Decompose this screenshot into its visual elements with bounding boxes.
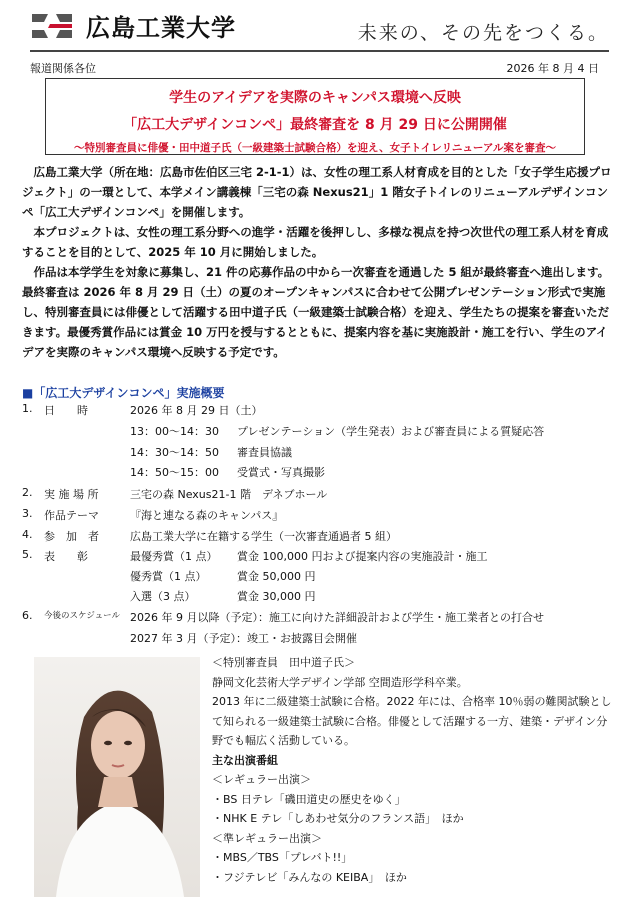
title-box [45,78,585,155]
subheadline: ～特別審査員に俳優・田中道子氏（一級建築士試験合格）を迎え、女子トイレリニューアル案を審査～ [74,142,556,154]
award-prize: 賞金 100,000 円および提案内容の実施設計・施工 [237,550,488,563]
schedule-time: 13：00～14：30 [130,425,219,438]
header-divider [30,50,609,52]
recipient: 報道関係各位 [30,62,96,75]
regular-show: ・NHK E テレ「しあわせ気分のフランス語」 ほか [212,812,464,825]
item-value: 三宅の森 Nexus21-1 階 デネブホール [130,488,328,501]
schedule-time: 14：50～15：00 [130,466,219,479]
shows-title: 主な出演番組 [212,753,278,767]
regular-title: ＜レギュラー出演＞ [212,773,311,786]
semi-regular-show: ・フジテレビ「みんなの KEIBA」 ほか [212,870,407,884]
paragraph-3: 作品は本学学生を対象に募集し、21 件の応募作品の中から一次審査を通過した 5 組が最終審査へ進出します。最終審査は 2026 年 8 月 29 日（土）の夏のオープンキャンパスに合わせて公開プレゼンテーション形式で実施し、特別審査員には俳優として活躍する田中道子氏（一級建築士試験合格）を迎え、学生たちの提案を審査いただきます。最優秀賞作品には賞金 10 万円を授与するとともに、提案内容を基に実施設計・施工を行い、学生のアイデアを実際のキャンパス環境へ反映する予定です。 [22,265,610,359]
headline-1: 学生のアイデアを実際のキャンパス環境へ反映 [169,90,461,106]
award-name: 最優秀賞（1 点） [130,550,218,563]
award-prize: 賞金 50,000 円 [237,570,316,583]
page-header [0,0,631,58]
tagline: 未来の、その先をつくる。 [357,22,609,44]
item-label: 実 施 場 所 [44,488,99,501]
item-label: 参 加 者 [44,530,99,543]
body-text [22,162,612,362]
future-schedule-1: 2026 年 9 月以降（予定）：施工に向けた詳細設計および学生・施工業者との打合せ [130,611,544,624]
overview-section-title: ■「広工大デザインコンペ」実施概要 [22,386,225,400]
university-name: 広島工業大学 [86,13,236,42]
item-number: 1. [22,402,33,415]
judge-affiliation: 静岡文化芸術大学デザイン学部 空間造形学科卒業。 [212,675,468,689]
item-number: 3. [22,507,33,520]
item-value: 2026 年 8 月 29 日（土） [130,404,263,417]
judge-heading: ＜特別審査員 田中道子氏＞ [212,656,355,669]
item-value: 『海と連なる森のキャンパス』 [130,509,284,522]
headline-2: 「広工大デザインコンペ」最終審査を 8 月 29 日に公開開催 [123,117,507,133]
item-label: 今後のスケジュール [44,611,120,621]
schedule-time: 14：30～14：50 [130,446,219,459]
item-number: 4. [22,528,33,541]
judge-profile [212,653,612,887]
schedule-desc: 審査員協議 [237,446,292,459]
item-number: 5. [22,548,33,561]
judge-portrait-photo [34,657,200,897]
item-number: 6. [22,609,33,622]
award-name: 入選（3 点） [130,590,196,603]
item-label: 日 時 [44,404,88,417]
semi-regular-title: ＜準レギュラー出演＞ [212,831,322,845]
semi-regular-show: ・MBS／TBS「プレバト!!」 [212,851,353,864]
release-date: 2026 年 8 月 4 日 [506,62,599,75]
item-label: 作品テーマ [44,509,99,522]
paragraph-2: 本プロジェクトは、女性の理工系分野への進学・活躍を後押しし、多様な視点を持つ次世代の理工系人材を育成することを目的として、2025 年 10 月に開始しました。 [22,225,609,259]
award-prize: 賞金 30,000 円 [237,590,316,603]
regular-show: ・BS 日テレ「磯田道史の歴史をゆく」 [212,792,406,806]
item-value: 広島工業大学に在籍する学生（一次審査通過者 5 組） [130,530,397,543]
future-schedule-2: 2027 年 3 月（予定）：竣工・お披露目会開催 [130,632,357,645]
schedule-desc: プレゼンテーション（学生発表）および審査員による質疑応答 [237,425,545,438]
judge-bio: 2013 年に二級建築士試験に合格。2022 年には、合格率 10％弱の難関試験として知られる一級建築士試験に合格。俳優として活躍する一方、建築・デザイン分野でも幅広く活動している。 [212,695,612,747]
paragraph-1: 広島工業大学（所在地：広島市佐伯区三宅 2-1-1）は、女性の理工系人材育成を目的とした「女子学生応援プロジェクト」の一環として、本学メイン講義棟「三宅の森 Nexus21」1 階女子トイレのリニューアルデザインコンペ「広工大デザインコンペ」を開催します。 [22,165,612,219]
university-logo-icon [30,10,74,40]
award-name: 優秀賞（1 点） [130,570,207,583]
item-number: 2. [22,486,33,499]
meta-line [30,60,601,74]
schedule-desc: 受賞式・写真撮影 [237,466,325,479]
item-label: 表 彰 [44,550,88,563]
